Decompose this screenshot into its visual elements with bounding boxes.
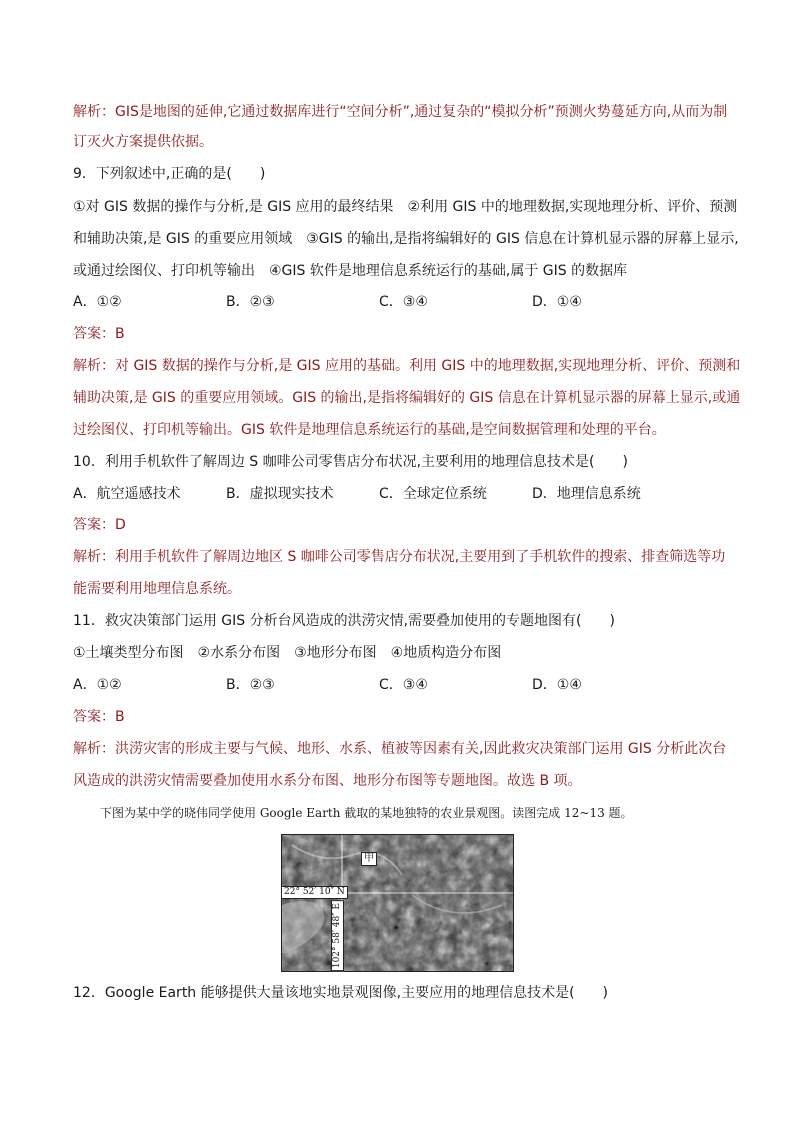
q11-analysis-line-1: 解析：洪涝灾害的形成主要与气候、地形、水系、植被等因素有关,因此救灾决策部门运用 GIS 分析此次台 [73, 741, 727, 757]
longitude-label: 102° 58′ 48″ E [331, 900, 344, 971]
q8-analysis-line-1: 解析：GIS是地图的延伸,它通过数据库进行“空间分析”,通过复杂的“模拟分析”预测火势蔓延方向,从而为制 [73, 104, 728, 120]
q9-option-b: B．②③ [226, 294, 275, 310]
q9-answer: 答案：B [73, 326, 125, 342]
q10-analysis-line-2: 能需要利用地理信息系统。 [73, 581, 241, 597]
q9-analysis-line-2: 辅助决策,是 GIS 的重要应用领域。GIS 的输出,是指将编辑好的 GIS 信息在计算机显示器的屏幕上显示,或通 [73, 390, 741, 406]
latitude-label: 22° 52′ 10″ N [281, 886, 348, 899]
q9-option-a: A．①② [73, 294, 122, 310]
q11-option-d: D．①④ [532, 677, 582, 693]
q11-option-a: A．①② [73, 677, 122, 693]
q11-stem: 11．救灾决策部门运用 GIS 分析台风造成的洪涝灾情,需要叠加使用的专题地图有( ) [73, 613, 615, 629]
q10-option-a: A．航空遥感技术 [73, 486, 181, 502]
q11-option-c: C．③④ [379, 677, 428, 693]
q10-stem: 10．利用手机软件了解周边 S 咖啡公司零售店分布状况,主要利用的地理信息技术是( ) [73, 454, 628, 470]
q9-analysis-line-1: 解析：对 GIS 数据的操作与分析,是 GIS 应用的基础。利用 GIS 中的地理数据,实现地理分析、评价、预测和 [73, 358, 741, 374]
q11-option-b: B．②③ [226, 677, 275, 693]
q8-analysis-line-2: 订灭火方案提供依据。 [73, 134, 213, 150]
q10-analysis-line-1: 解析：利用手机软件了解周边地区 S 咖啡公司零售店分布状况,主要用到了手机软件的搜索、排查筛选等功 [73, 549, 726, 565]
q9-option-c: C．③④ [379, 294, 428, 310]
q10-option-d: D．地理信息系统 [532, 486, 641, 502]
q9-body-line-1: ①对 GIS 数据的操作与分析,是 GIS 应用的最终结果 ②利用 GIS 中的地理数据,实现地理分析、评价、预测 [73, 199, 738, 215]
q9-option-d: D．①④ [532, 294, 582, 310]
satellite-image [281, 834, 514, 972]
q10-answer: 答案：D [73, 517, 126, 533]
q9-analysis-line-3: 过绘图仪、打印机等输出。GIS 软件是地理信息系统运行的基础,是空间数据管理和处理的平台。 [73, 422, 666, 438]
q9-body-line-3: 或通过绘图仪、打印机等输出 ④GIS 软件是地理信息系统运行的基础,属于 GIS 的数据库 [73, 263, 628, 279]
figure-intro: 下图为某中学的晓伟同学使用 Google Earth 截取的某地独特的农业景观图。读图完成 12~13 题。 [100, 806, 633, 820]
q10-option-c: C．全球定位系统 [379, 486, 487, 502]
q11-analysis-line-2: 风造成的洪涝灾情需要叠加使用水系分布图、地形分布图等专题地图。故选 B 项。 [73, 773, 582, 789]
q12-stem: 12．Google Earth 能够提供大量该地实地景观图像,主要应用的地理信息技术是( ) [73, 985, 608, 1001]
q10-option-b: B．虚拟现实技术 [226, 486, 334, 502]
q9-body-line-2: 和辅助决策,是 GIS 的重要应用领域 ③GIS 的输出,是指将编辑好的 GIS 信息在计算机显示器的屏幕上显示, [73, 231, 739, 247]
location-marker-jia: 甲 [361, 852, 377, 866]
q11-answer: 答案：B [73, 709, 125, 725]
q9-stem: 9．下列叙述中,正确的是( ) [73, 166, 266, 182]
q11-body-line-1: ①土壤类型分布图 ②水系分布图 ③地形分布图 ④地质构造分布图 [73, 645, 502, 661]
